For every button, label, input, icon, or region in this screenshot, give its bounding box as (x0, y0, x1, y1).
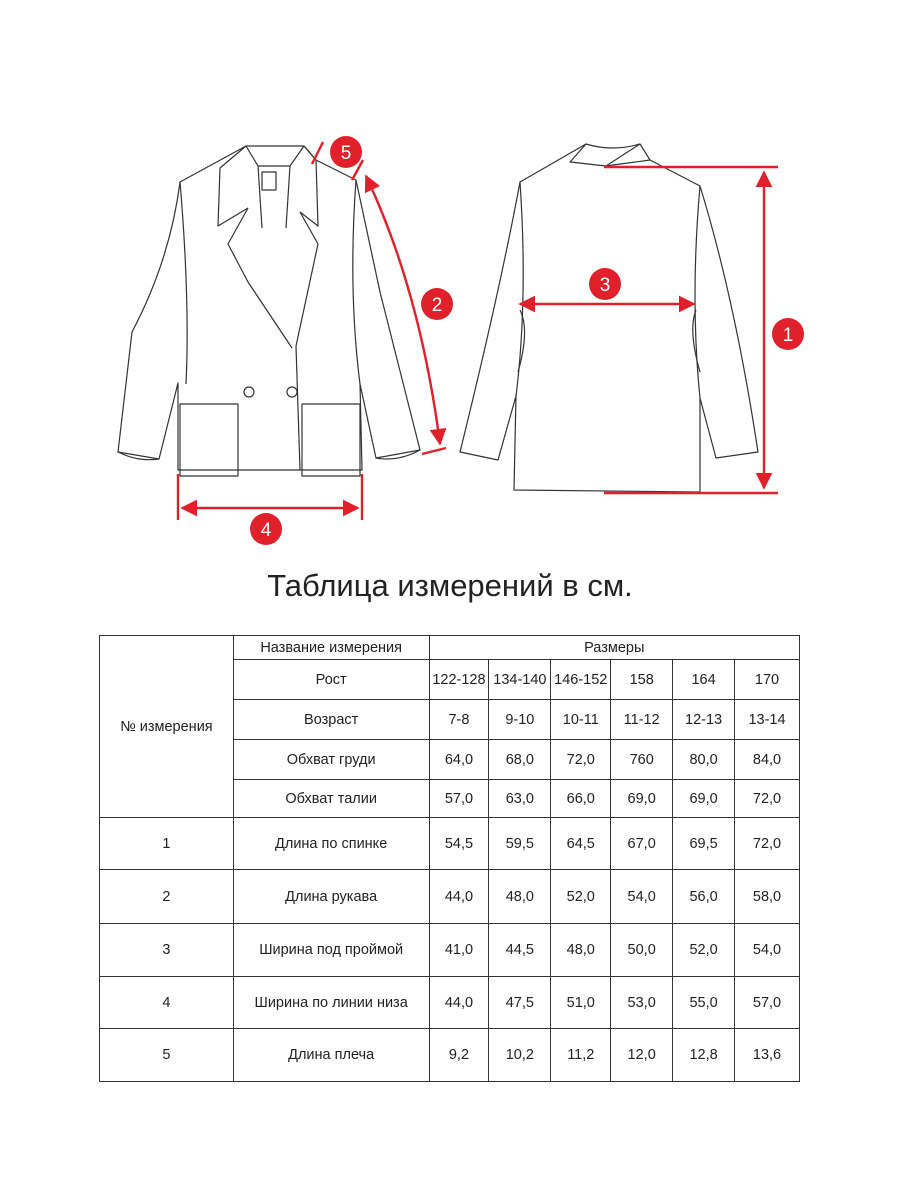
row-value: 53,0 (611, 977, 673, 1029)
marker-3 (589, 268, 621, 300)
row-name: Длина рукава (233, 870, 429, 924)
marker-1 (772, 318, 804, 350)
row-value: 72,0 (735, 818, 800, 870)
param-value: 69,0 (673, 780, 735, 818)
svg-text:2: 2 (431, 295, 443, 316)
page-title: Таблица измерений в см. (267, 568, 633, 603)
marker-2 (421, 288, 453, 320)
row-number: 3 (100, 924, 234, 977)
param-label: Возраст (233, 700, 429, 740)
param-label: Обхват груди (233, 740, 429, 780)
row-value: 54,0 (611, 870, 673, 924)
row-value: 54,0 (735, 924, 800, 977)
header-name: Название измерения (233, 636, 429, 660)
row-name: Длина плеча (233, 1029, 429, 1082)
row-value: 64,5 (551, 818, 611, 870)
row-number: 1 (100, 818, 234, 870)
param-value: 170 (735, 660, 800, 700)
row-value: 9,2 (429, 1029, 489, 1082)
param-value: 72,0 (551, 740, 611, 780)
row-name: Ширина под проймой (233, 924, 429, 977)
row-value: 10,2 (489, 1029, 551, 1082)
param-value: 66,0 (551, 780, 611, 818)
row-name: Длина по спинке (233, 818, 429, 870)
svg-text:5: 5 (340, 143, 352, 164)
row-value: 57,0 (735, 977, 800, 1029)
param-value: 134-140 (489, 660, 551, 700)
param-value: 158 (611, 660, 673, 700)
param-label: Обхват талии (233, 780, 429, 818)
row-value: 50,0 (611, 924, 673, 977)
jacket-sketch (0, 0, 900, 560)
param-value: 80,0 (673, 740, 735, 780)
row-number: 2 (100, 870, 234, 924)
table-row (100, 1029, 800, 1082)
row-value: 11,2 (551, 1029, 611, 1082)
param-value: 760 (611, 740, 673, 780)
row-value: 54,5 (429, 818, 489, 870)
row-number: 5 (100, 1029, 234, 1082)
param-value: 72,0 (735, 780, 800, 818)
param-value: 69,0 (611, 780, 673, 818)
row-value: 13,6 (735, 1029, 800, 1082)
param-value: 57,0 (429, 780, 489, 818)
row-value: 47,5 (489, 977, 551, 1029)
row-value: 58,0 (735, 870, 800, 924)
param-value: 12-13 (673, 700, 735, 740)
row-value: 44,5 (489, 924, 551, 977)
row-value: 44,0 (429, 870, 489, 924)
param-value: 10-11 (551, 700, 611, 740)
row-value: 56,0 (673, 870, 735, 924)
param-value: 63,0 (489, 780, 551, 818)
param-value: 64,0 (429, 740, 489, 780)
param-value: 164 (673, 660, 735, 700)
row-value: 51,0 (551, 977, 611, 1029)
marker-4 (250, 513, 282, 545)
param-value: 84,0 (735, 740, 800, 780)
row-value: 12,8 (673, 1029, 735, 1082)
param-value: 13-14 (735, 700, 800, 740)
jacket-back (460, 144, 758, 492)
param-value: 122-128 (429, 660, 489, 700)
row-value: 48,0 (489, 870, 551, 924)
row-number: 4 (100, 977, 234, 1029)
row-value: 41,0 (429, 924, 489, 977)
table-row (100, 977, 800, 1029)
row-value: 59,5 (489, 818, 551, 870)
param-value: 146-152 (551, 660, 611, 700)
table-row (100, 924, 800, 977)
row-value: 69,5 (673, 818, 735, 870)
svg-text:4: 4 (260, 520, 272, 541)
row-value: 48,0 (551, 924, 611, 977)
param-value: 7-8 (429, 700, 489, 740)
header-number: № измерения (100, 636, 234, 818)
row-value: 55,0 (673, 977, 735, 1029)
row-value: 12,0 (611, 1029, 673, 1082)
param-value: 11-12 (611, 700, 673, 740)
measurements-table (99, 635, 800, 1082)
param-value: 68,0 (489, 740, 551, 780)
row-value: 44,0 (429, 977, 489, 1029)
svg-text:1: 1 (782, 325, 794, 346)
param-label: Рост (233, 660, 429, 700)
row-value: 52,0 (551, 870, 611, 924)
table-row (100, 818, 800, 870)
marker-5 (330, 136, 362, 168)
row-value: 67,0 (611, 818, 673, 870)
table-row (100, 870, 800, 924)
svg-text:3: 3 (599, 275, 611, 296)
header-sizes: Размеры (429, 636, 800, 660)
row-value: 52,0 (673, 924, 735, 977)
row-name: Ширина по линии низа (233, 977, 429, 1029)
param-value: 9-10 (489, 700, 551, 740)
